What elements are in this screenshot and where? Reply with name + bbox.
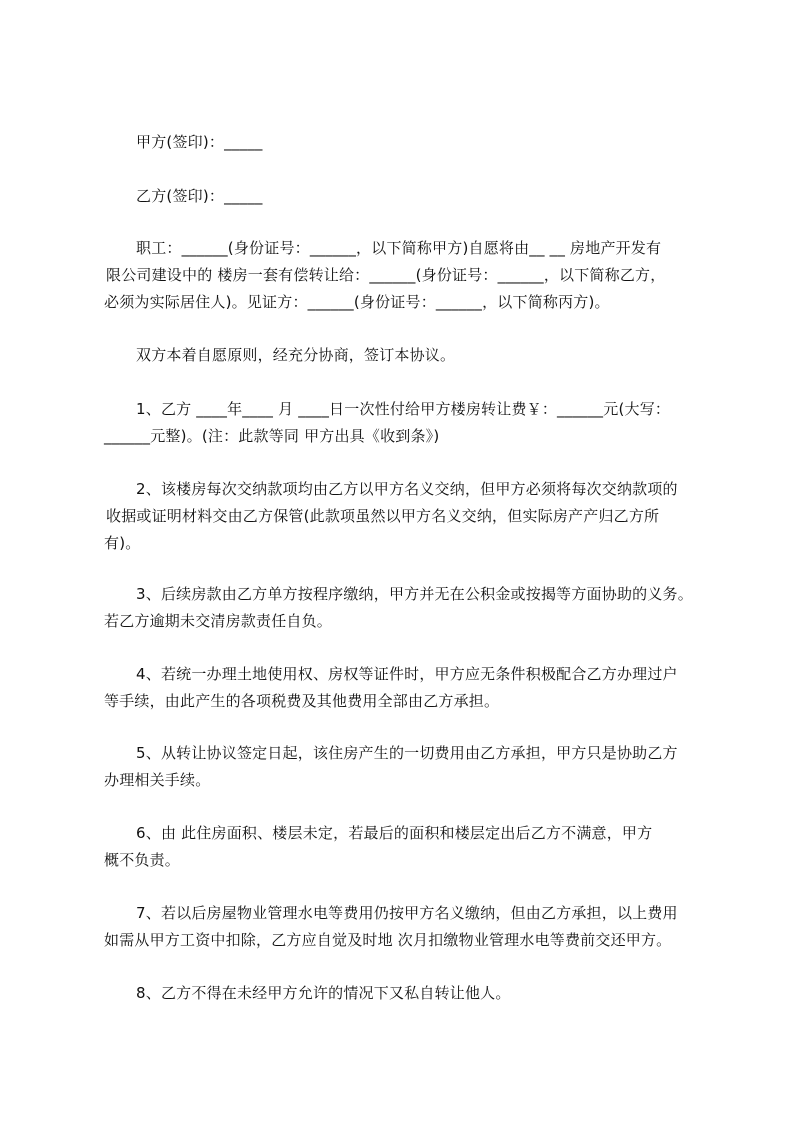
clause-6-line-2: 概不负责。 — [104, 851, 181, 869]
party-a-signature: 甲方(签印)：_____ — [136, 133, 263, 151]
clause-2-line-1: 2、该楼房每次交纳款项均由乙方以甲方名义交纳，但甲方必须将每次交纳款项的 — [136, 480, 678, 498]
clause-7-line-1: 7、若以后房屋物业管理水电等费用仍按甲方名义缴纳，但由乙方承担，以上费用 — [136, 904, 678, 922]
clause-1-line-2: ______元整)。(注：此款等同 甲方出具《收到条》) — [104, 427, 440, 445]
preamble: 双方本着自愿原则，经充分协商，签订本协议。 — [136, 346, 456, 364]
clause-2-line-3: 有)。 — [104, 534, 141, 552]
clause-3-line-1: 3、后续房款由乙方单方按程序缴纳，甲方并无在公积金或按揭等方面协助的义务。 — [136, 585, 693, 603]
intro-line-3: 必须为实际居住人)。见证方：______(身份证号：______，以下简称丙方)。 — [104, 293, 610, 311]
clause-1-line-1: 1、乙方 ____年____ 月 ____日一次性付给甲方楼房转让费￥：______元(大写： — [136, 400, 671, 418]
clause-7-line-2: 如需从甲方工资中扣除，乙方应自觉及时地 次月扣缴物业管理水电等费前交还甲方。 — [104, 931, 672, 949]
clause-5-line-2: 办理相关手续。 — [104, 771, 211, 789]
clause-2-line-2: 收据或证明材料交由乙方保管(此款项虽然以甲方名义交纳，但实际房产产归乙方所 — [106, 507, 660, 525]
party-b-signature: 乙方(签印)：_____ — [136, 187, 263, 205]
clause-4-line-1: 4、若统一办理土地使用权、房权等证件时，甲方应无条件积极配合乙方办理过户 — [136, 665, 678, 683]
intro-line-1: 职工：______(身份证号：______，以下简称甲方)自愿将由__ __ 房地产开发有 — [136, 239, 662, 257]
intro-line-2: 限公司建设中的 楼房一套有偿转让给：______(身份证号：______，以下简称乙方， — [106, 266, 666, 284]
clause-8-line-1: 8、乙方不得在未经甲方允许的情况下又私自转让他人。 — [136, 984, 511, 1002]
clause-6-line-1: 6、由 此住房面积、楼层未定，若最后的面积和楼层定出后乙方不满意，甲方 — [136, 824, 653, 842]
clause-5-line-1: 5、从转让协议签定日起，该住房产生的一切费用由乙方承担，甲方只是协助乙方 — [136, 744, 678, 762]
clause-4-line-2: 等手续，由此产生的各项税费及其他费用全部由乙方承担。 — [104, 692, 500, 710]
clause-3-line-2: 若乙方逾期未交清房款责任自负。 — [104, 612, 333, 630]
